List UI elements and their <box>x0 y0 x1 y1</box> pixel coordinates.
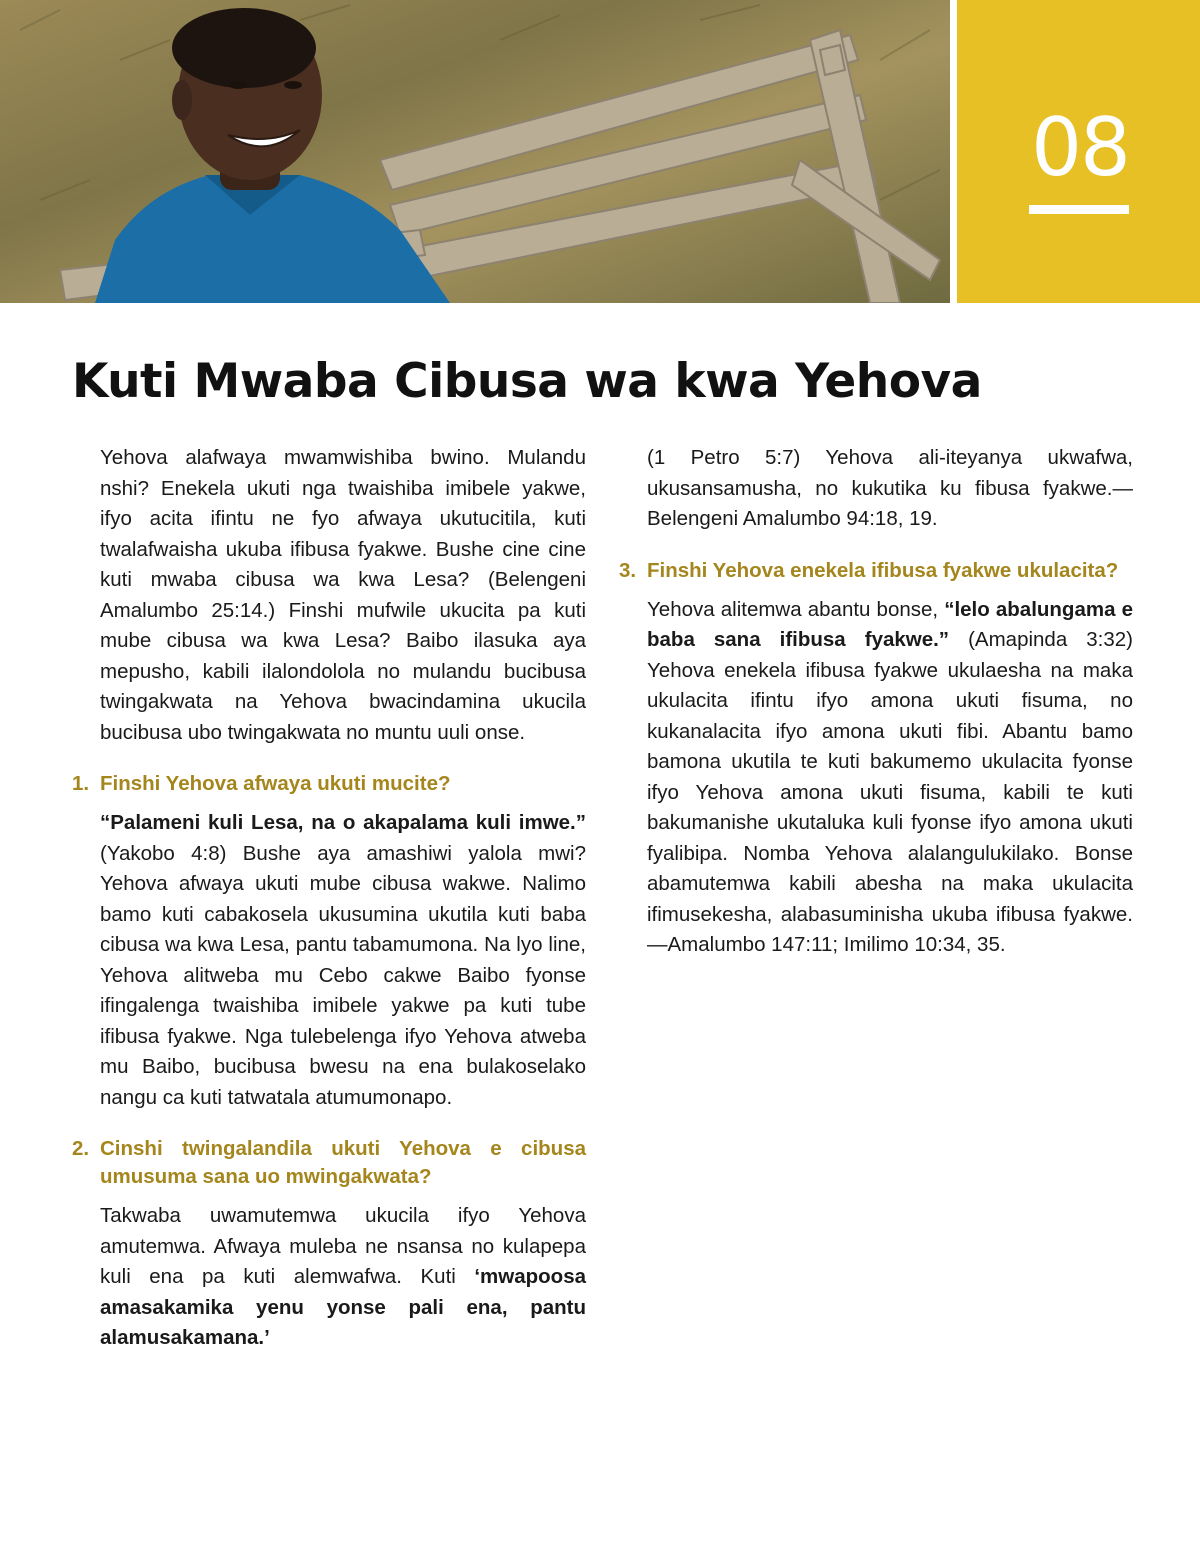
badge-underline <box>1029 205 1129 214</box>
page-title: Kuti Mwaba Cibusa wa kwa Yehova <box>72 354 982 409</box>
right-column <box>619 443 1133 961</box>
answer-3-text: (Amapinda 3:32) Yehova enekela ifibusa fyakwe ukulaesha na maka ukulacita ifintu ifyo amona ukuti fisuma, no kukanalacita ifyo amona ukuti fibi. Abantu bamo bamona ukutila te kuti bakumemo ukulacita fyonse ifyo Yehova amona ukuti fisuma, kabili te kuti bakumanishe ukutaluka kuli fyonse ifyo amona ukuti fyalibipa. Nomba Yehova alalangulukilako. Bonse abamutemwa kabili abesha na maka ukulacita ifimusekesha, alabasuminisha ukuba ifibusa fyakwe. —Amalumbo 147:11; Imilimo 10:34, 35. <box>647 628 1133 956</box>
question-3-number: 3. <box>619 558 637 582</box>
lesson-number: 08 <box>1031 101 1129 194</box>
answer-2-part-1 <box>100 1201 586 1354</box>
answer-2-text-start: Takwaba uwamutemwa ukucila ifyo Yehova amutemwa. Afwaya muleba ne nsansa no kulapepa kuli ena pa kuti alemwafwa. Kuti <box>100 1204 586 1288</box>
answer-1 <box>100 808 586 1113</box>
left-column <box>72 443 586 1354</box>
answer-2-scripture: ‘mwapoosa amasakamika yenu yonse pali ena, pantu alamusakamana.’ <box>100 1265 586 1349</box>
answer-3-scripture: “lelo abalungama e baba sana ifibusa fyakwe.” <box>647 597 1133 651</box>
question-3 <box>619 557 1133 585</box>
question-2-text: Cinshi twingalandila ukuti Yehova e cibusa umusuma sana uo mwingakwata? <box>100 1137 586 1188</box>
answer-3-text-start: Yehova alitemwa abantu bonse, <box>647 597 945 621</box>
answer-2-continued: (1 Petro 5:7) Yehova ali-iteyanya ukwafwa, ukusansamusha, no kukutika ku fibusa fyakwe.—Belengeni Amalumbo 94:18, 19. <box>647 446 1133 530</box>
question-1 <box>72 770 586 798</box>
question-2 <box>72 1135 586 1191</box>
answer-3 <box>647 595 1133 961</box>
intro-paragraph: Yehova alafwaya mwamwishiba bwino. Mulandu nshi? Enekela ukuti nga twaishiba imibele yakwe, ifyo acita ifintu ne fyo afwaya ukutucitila, kuti twalafwaisha ukuba ifibusa fyakwe. Bushe cine cine kuti mwaba cibusa wa kwa Lesa? (Belengeni Amalumbo 25:14.) Finshi mufwile ukucita pa kuti mube cibusa wa kwa Lesa? Baibo ilasuka aya mepusho, kabili ilalondolola no mulandu bucibusa twingakwata na Yehova bwacindamina ukucila bucibusa ubo twingakwata no muntu uuli onse. <box>100 446 586 744</box>
man-by-fence-illustration <box>0 0 950 303</box>
answer-1-scripture: “Palameni kuli Lesa, na o akapalama kuli imwe.” <box>100 811 586 834</box>
question-1-text: Finshi Yehova afwaya ukuti mucite? <box>100 772 451 795</box>
hero-photo <box>0 0 950 303</box>
question-2-number: 2. <box>72 1137 90 1160</box>
answer-1-text: (Yakobo 4:8) Bushe aya amashiwi yalola mwi? Yehova afwaya ukuti mube cibusa wakwe. Nalimo bamo kuti cabakosela ukusumina ukutila kuti baba cibusa wa kwa Lesa, pantu tabamumona. Na lyo line, Yehova alitweba mu Cebo cakwe Baibo fyonse ifingalenga twaishiba imibele yakwe pa kuti tube ifibusa fyakwe. Nga tulebelenga ifyo Yehova atweba mu Baibo, bucibusa bwesu na ena bulakoselako nangu ca kuti tatwatala atumumonapo. <box>100 841 586 1109</box>
question-1-number: 1. <box>72 772 90 795</box>
question-3-text: Finshi Yehova enekela ifibusa fyakwe ukulacita? <box>647 558 1119 582</box>
